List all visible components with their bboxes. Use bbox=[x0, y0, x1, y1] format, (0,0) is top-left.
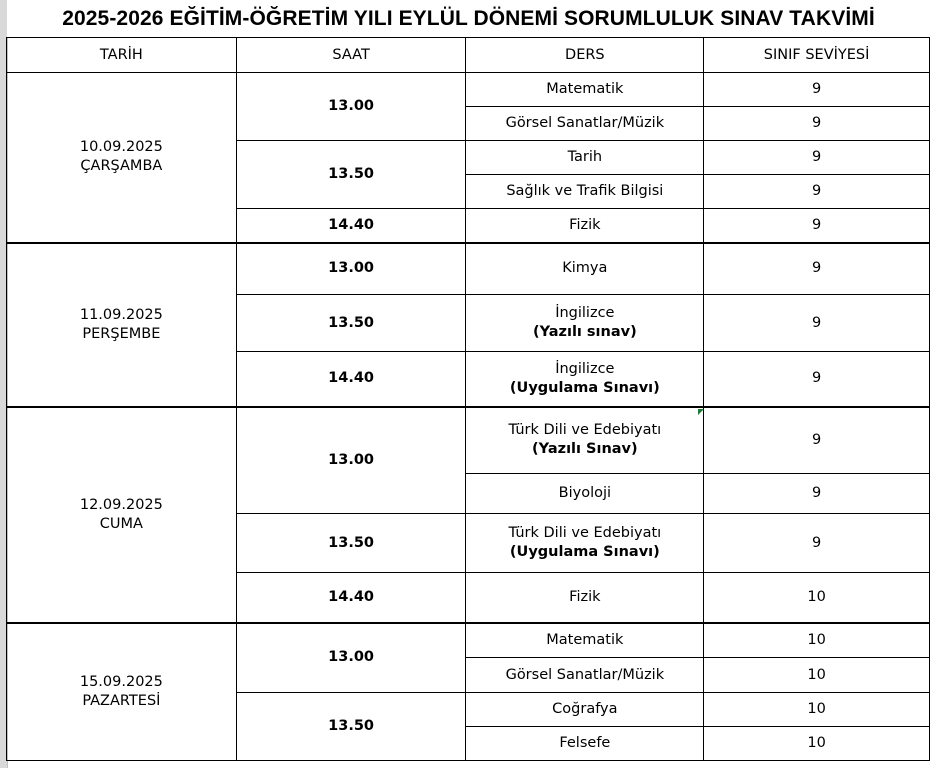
time-cell[interactable]: 13.00 bbox=[236, 623, 466, 693]
date-text: 15.09.2025 bbox=[79, 673, 163, 690]
date-text: 12.09.2025 bbox=[79, 496, 163, 513]
grade-cell[interactable]: 9 bbox=[704, 514, 930, 573]
date-cell[interactable] bbox=[7, 73, 237, 243]
time-cell[interactable]: 14.40 bbox=[236, 352, 466, 407]
page-title: 2025-2026 EĞİTİM-ÖĞRETİM YILI EYLÜL DÖNEMİ SORUMLULUK SINAV TAKVİMİ bbox=[7, 0, 930, 38]
course-cell[interactable]: Görsel Sanatlar/Müzik bbox=[466, 658, 704, 693]
grade-cell[interactable]: 10 bbox=[704, 658, 930, 693]
time-cell[interactable]: 14.40 bbox=[236, 209, 466, 243]
table-row bbox=[7, 73, 930, 107]
course-name: İngilizce bbox=[555, 360, 615, 377]
course-cell[interactable]: Sağlık ve Trafik Bilgisi bbox=[466, 175, 704, 209]
time-cell[interactable]: 13.50 bbox=[236, 295, 466, 352]
grade-cell[interactable]: 9 bbox=[704, 407, 930, 474]
grade-cell[interactable]: 9 bbox=[704, 243, 930, 295]
time-cell[interactable]: 13.50 bbox=[236, 514, 466, 573]
course-cell[interactable]: Matematik bbox=[466, 623, 704, 658]
grade-cell[interactable]: 9 bbox=[704, 295, 930, 352]
course-cell[interactable]: Felsefe bbox=[466, 727, 704, 761]
grade-cell[interactable]: 9 bbox=[704, 73, 930, 107]
grade-cell[interactable]: 9 bbox=[704, 474, 930, 514]
time-cell[interactable]: 13.50 bbox=[236, 141, 466, 209]
table-row bbox=[7, 243, 930, 295]
grade-cell[interactable]: 9 bbox=[704, 352, 930, 407]
grade-cell[interactable]: 9 bbox=[704, 107, 930, 141]
grade-cell[interactable]: 9 bbox=[704, 141, 930, 175]
time-cell[interactable]: 14.40 bbox=[236, 573, 466, 623]
header-course[interactable]: DERS bbox=[466, 38, 704, 73]
cell-comment-indicator-icon bbox=[698, 409, 704, 415]
course-cell[interactable]: Biyoloji bbox=[466, 474, 704, 514]
course-cell[interactable]: Tarih bbox=[466, 141, 704, 175]
course-cell[interactable]: Fizik bbox=[466, 573, 704, 623]
course-cell[interactable] bbox=[466, 352, 704, 407]
weekday-text: PERŞEMBE bbox=[82, 325, 161, 342]
time-cell[interactable]: 13.00 bbox=[236, 243, 466, 295]
header-time[interactable]: SAAT bbox=[236, 38, 466, 73]
header-row bbox=[7, 38, 930, 73]
header-grade[interactable]: SINIF SEVİYESİ bbox=[704, 38, 930, 73]
course-cell[interactable]: Kimya bbox=[466, 243, 704, 295]
date-cell[interactable] bbox=[7, 623, 237, 761]
date-cell[interactable] bbox=[7, 407, 237, 623]
course-name: Türk Dili ve Edebiyatı bbox=[508, 525, 662, 541]
grade-cell[interactable]: 10 bbox=[704, 623, 930, 658]
course-note: (Yazılı Sınav) bbox=[532, 441, 638, 458]
time-cell[interactable]: 13.50 bbox=[236, 693, 466, 761]
date-text: 10.09.2025 bbox=[79, 139, 163, 156]
weekday-text: PAZARTESİ bbox=[82, 692, 161, 709]
course-note: (Yazılı sınav) bbox=[532, 324, 637, 340]
table-row bbox=[7, 623, 930, 658]
grade-cell[interactable]: 10 bbox=[704, 693, 930, 727]
date-text: 11.09.2025 bbox=[79, 306, 163, 323]
grade-cell[interactable]: 9 bbox=[704, 209, 930, 243]
table-row bbox=[7, 407, 930, 474]
course-name: İngilizce bbox=[555, 305, 615, 321]
course-cell[interactable] bbox=[466, 407, 704, 474]
header-date[interactable]: TARİH bbox=[7, 38, 237, 73]
weekday-text: CUMA bbox=[99, 515, 143, 532]
course-cell[interactable] bbox=[466, 295, 704, 352]
course-cell[interactable]: Fizik bbox=[466, 209, 704, 243]
course-cell[interactable]: Görsel Sanatlar/Müzik bbox=[466, 107, 704, 141]
date-cell[interactable] bbox=[7, 243, 237, 407]
course-note: (Uygulama Sınavı) bbox=[509, 544, 660, 560]
course-name: Türk Dili ve Edebiyatı bbox=[508, 422, 662, 439]
grade-cell[interactable]: 10 bbox=[704, 727, 930, 761]
time-cell[interactable]: 13.00 bbox=[236, 407, 466, 514]
course-cell[interactable]: Matematik bbox=[466, 73, 704, 107]
course-note: (Uygulama Sınavı) bbox=[509, 379, 660, 396]
exam-schedule-table bbox=[6, 37, 930, 761]
time-cell[interactable]: 13.00 bbox=[236, 73, 466, 141]
weekday-text: ÇARŞAMBA bbox=[80, 158, 163, 175]
course-cell[interactable] bbox=[466, 514, 704, 573]
grade-cell[interactable]: 9 bbox=[704, 175, 930, 209]
course-cell[interactable]: Coğrafya bbox=[466, 693, 704, 727]
grade-cell[interactable]: 10 bbox=[704, 573, 930, 623]
